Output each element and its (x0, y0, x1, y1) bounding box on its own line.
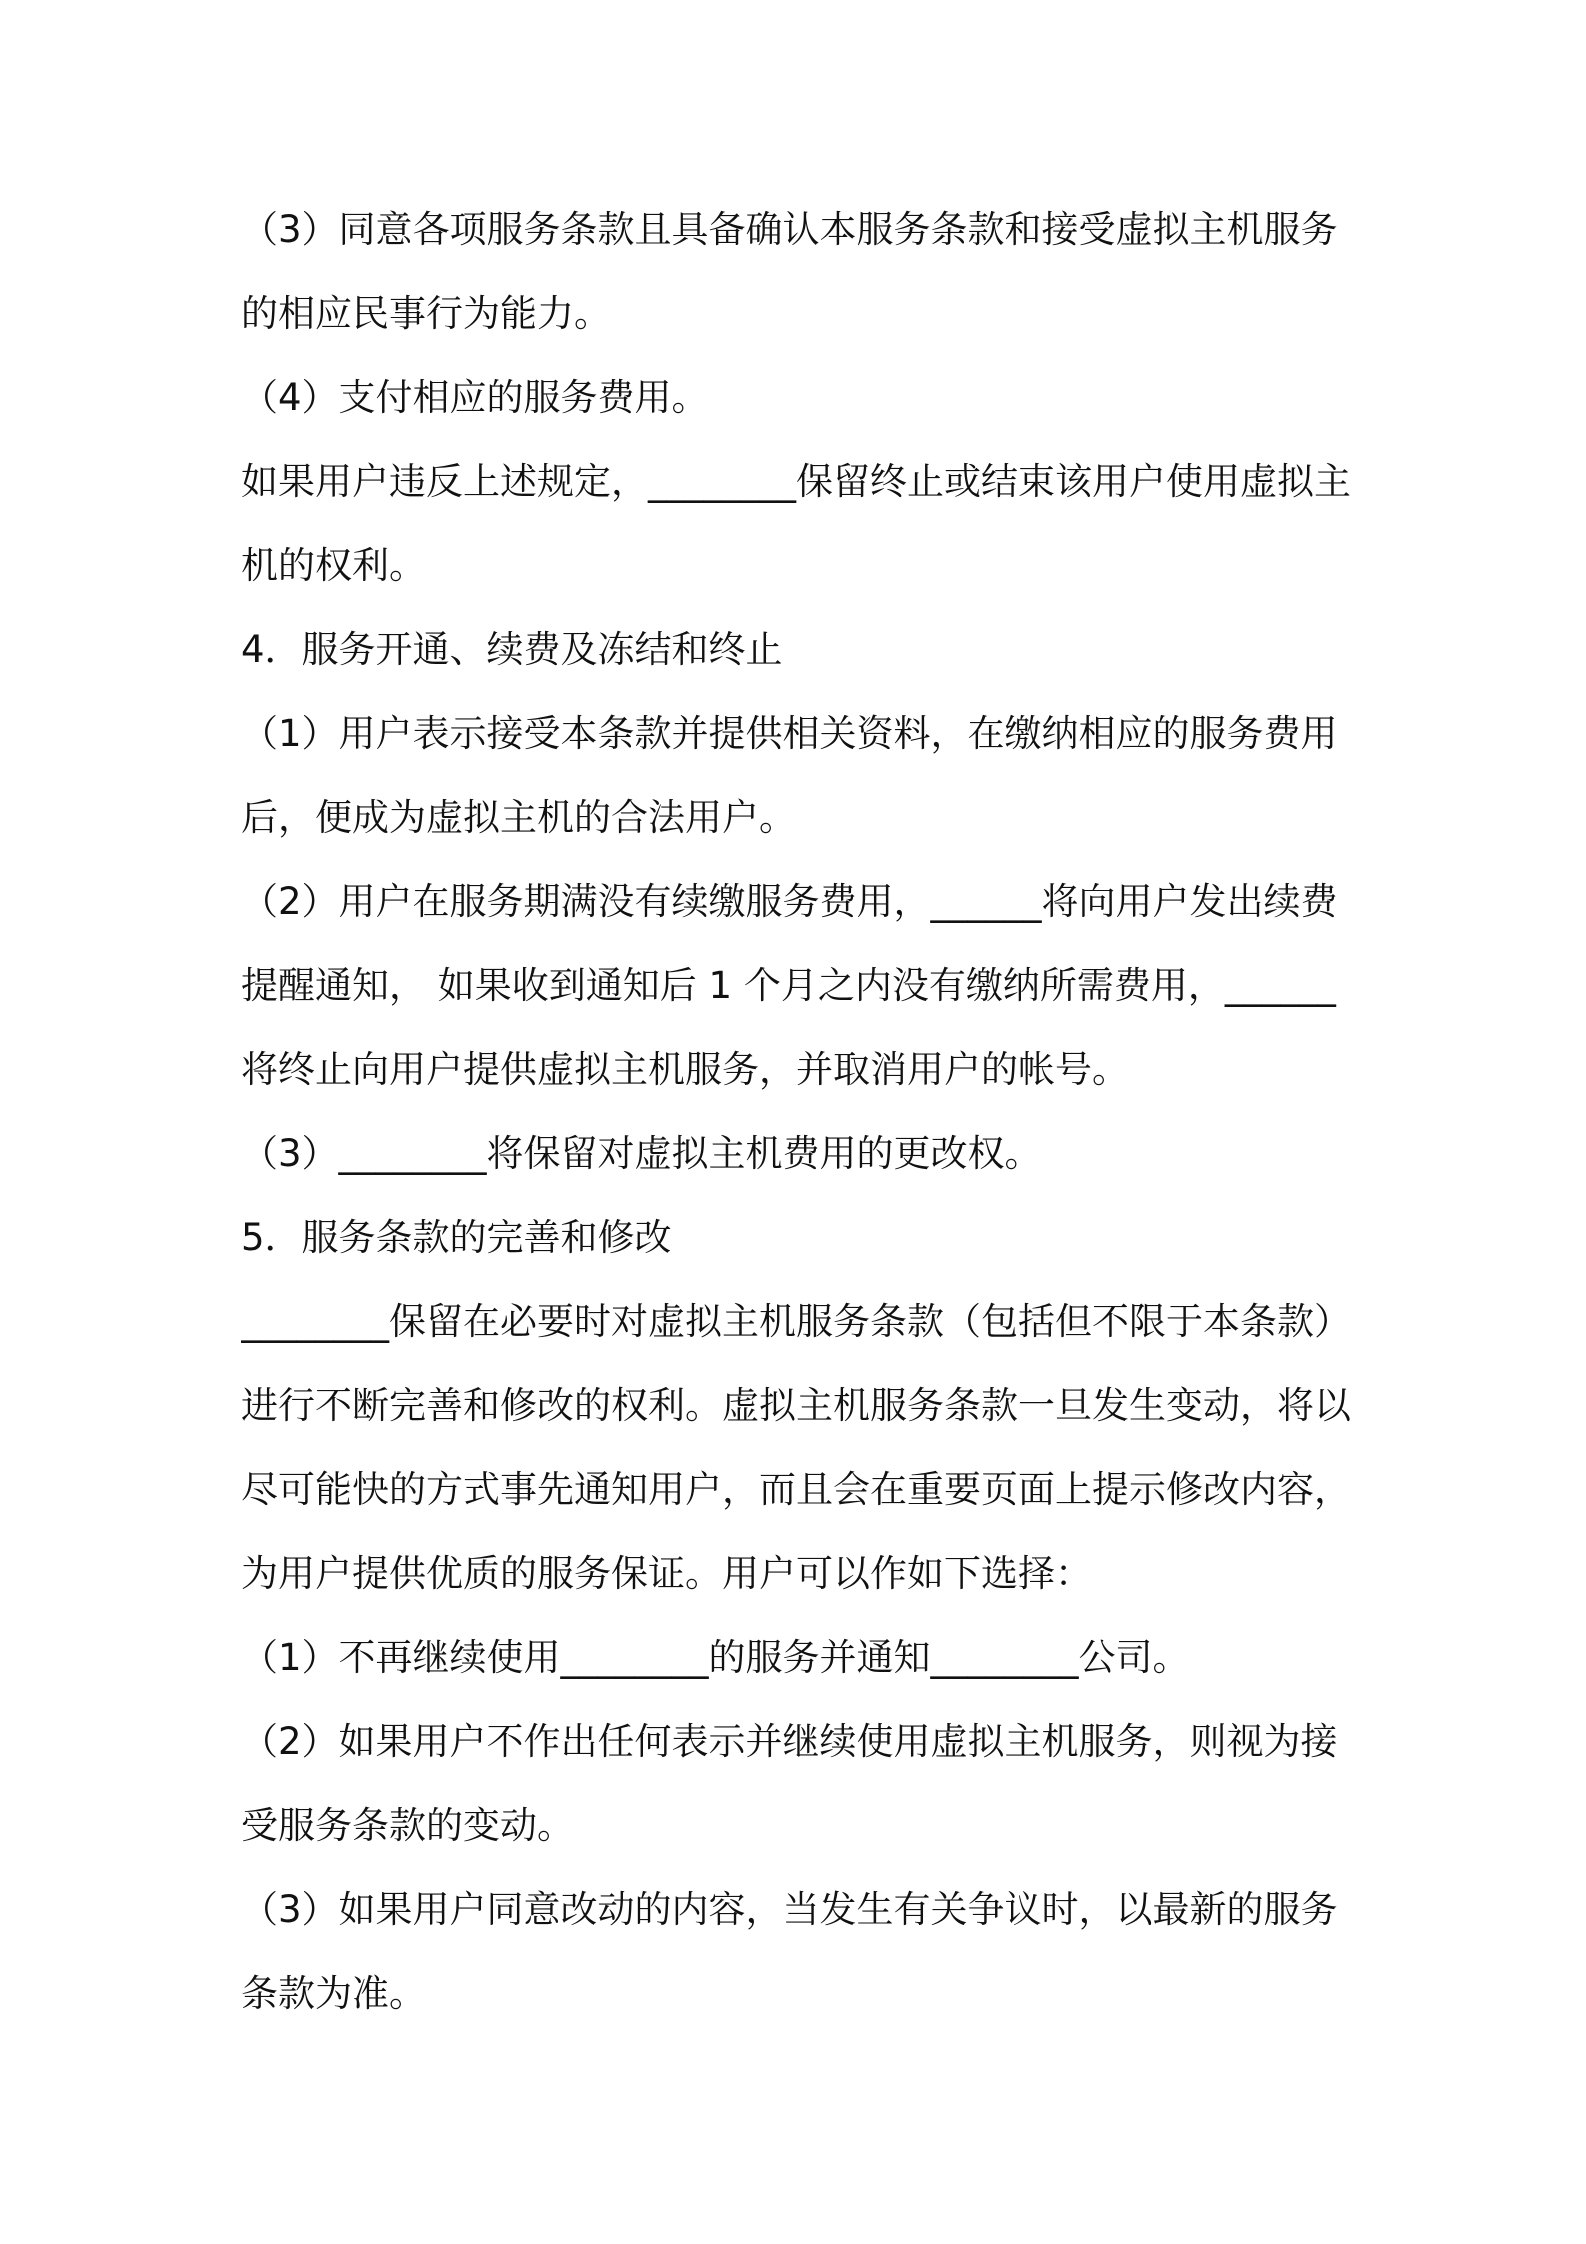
document-body (241, 202, 1361, 2050)
text-line-22: 条款为准。 (241, 1972, 426, 2015)
text-line-10: 提醒通知， 如果收到通知后 1 个月之内没有缴纳所需费用，______ (241, 964, 1336, 1007)
text-line-3: （4）支付相应的服务费用。 (241, 376, 709, 419)
text-line-11: 将终止向用户提供虚拟主机服务，并取消用户的帐号。 (241, 1048, 1129, 1091)
text-line-7: （1）用户表示接受本条款并提供相关资料，在缴纳相应的服务费用 (241, 712, 1338, 755)
text-line-4: 如果用户违反上述规定，________保留终止或结束该用户使用虚拟主 (241, 460, 1351, 503)
text-line-8: 后，便成为虚拟主机的合法用户。 (241, 796, 796, 839)
text-line-12: （3）________将保留对虚拟主机费用的更改权。 (241, 1132, 1042, 1175)
text-line-20: 受服务条款的变动。 (241, 1804, 574, 1847)
text-line-15: 进行不断完善和修改的权利。虚拟主机服务条款一旦发生变动，将以 (241, 1384, 1351, 1427)
text-line-16: 尽可能快的方式事先通知用户，而且会在重要页面上提示修改内容， (241, 1468, 1351, 1511)
text-line-19: （2）如果用户不作出任何表示并继续使用虚拟主机服务，则视为接 (241, 1720, 1338, 1763)
section-heading-5: 5．服务条款的完善和修改 (241, 1216, 672, 1259)
text-line-17: 为用户提供优质的服务保证。用户可以作如下选择： (241, 1552, 1092, 1595)
text-line-1: （3）同意各项服务条款且具备确认本服务条款和接受虚拟主机服务 (241, 208, 1338, 251)
text-line-9: （2）用户在服务期满没有续缴服务费用，______将向用户发出续费 (241, 880, 1338, 923)
text-line-5: 机的权利。 (241, 544, 426, 587)
text-line-18: （1）不再继续使用________的服务并通知________公司。 (241, 1636, 1190, 1679)
text-line-2: 的相应民事行为能力。 (241, 292, 611, 335)
section-heading-4: 4．服务开通、续费及冻结和终止 (241, 628, 783, 671)
text-line-21: （3）如果用户同意改动的内容，当发生有关争议时，以最新的服务 (241, 1888, 1338, 1931)
text-line-14: ________保留在必要时对虚拟主机服务条款（包括但不限于本条款） (241, 1300, 1351, 1343)
